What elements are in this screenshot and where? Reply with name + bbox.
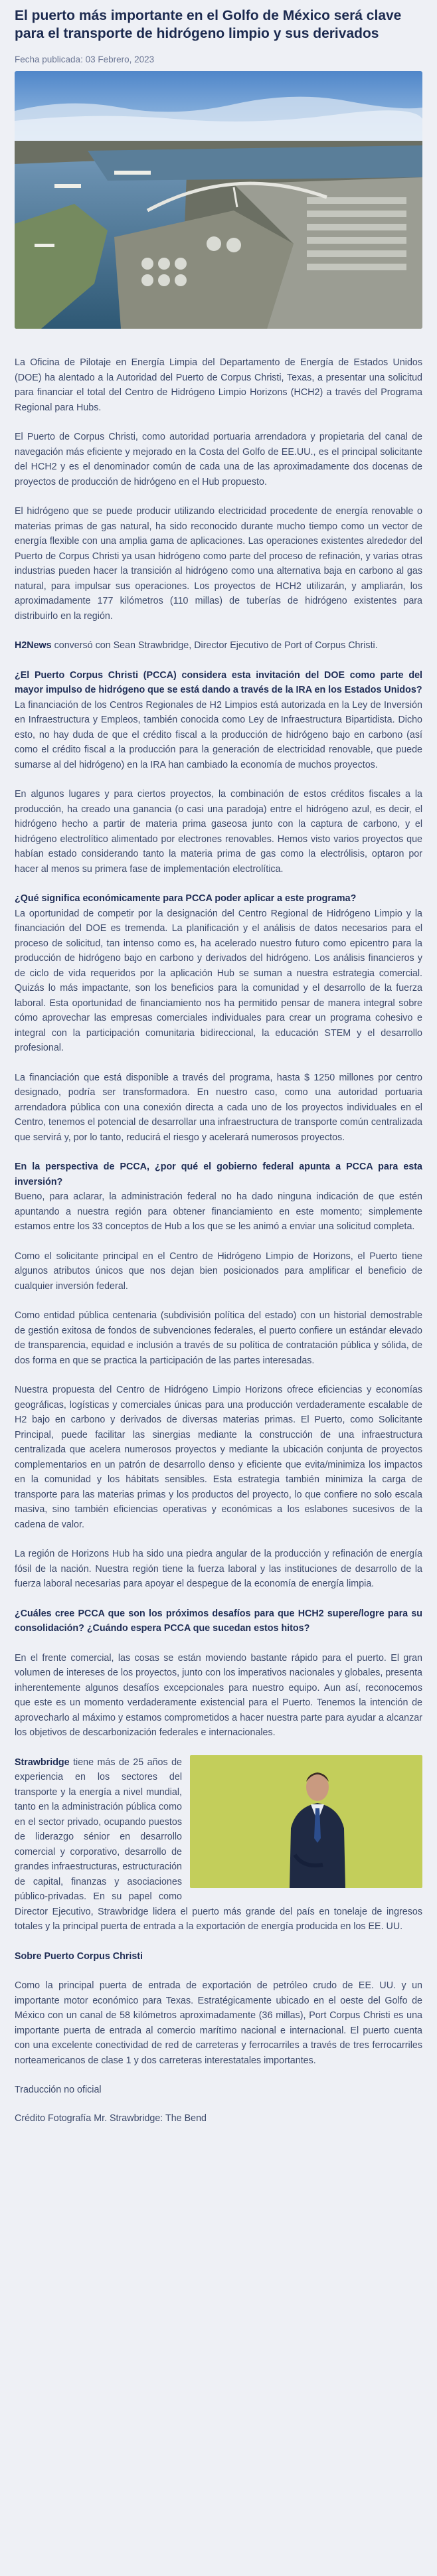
- photo-credit: Crédito Fotografía Mr. Strawbridge: The Bend: [15, 2112, 207, 2124]
- article-title: El puerto más importante en el Golfo de México será clave para el transporte de hidrógeno limpio y sus derivados: [15, 8, 402, 41]
- interview-question: ¿Qué significa económicamente para PCCA poder aplicar a este programa?: [15, 893, 357, 904]
- interview-question: ¿Cuáles cree PCCA que son los próximos desafíos para que HCH2 supere/logre para su consolidación? ¿Cuándo espera PCCA que sucedan estos hitos?: [15, 1608, 422, 1634]
- interview-answer: Como el solicitante principal en el Centro de Hidrógeno Limpio de Horizons, el Puerto tiene algunos atributos únicos que nos dejan bien posicionados para amplificar el beneficio de cualquier inversión federal.: [15, 1250, 422, 1292]
- publication-name: H2News: [15, 640, 52, 651]
- interview-answer: La financiación que está disponible a través del programa, hasta $ 1250 millones por centro designado, podría ser transformadora. En nuestro caso, como una autoridad portuaria arrendadora pública con una conexión directa a cada uno de los proyectos individuales en el Centro, tenemos el potencial de desarrollar una infraestructura de transporte común centralizada que servirá y, por lo tanto, reducirá el riesgo y acelerará numerosos proyectos.: [15, 1072, 422, 1143]
- interview-answer: La financiación de los Centros Regionales de H2 Limpios está autorizada en la Ley de Inversión en Infraestructura y Empleos, también conocida como Ley de Infraestructura Bipartidista. Dicho esto, no hay duda de que el crédito fiscal a la producción de hidrógeno bajo en carbono (así como el crédito fiscal a la producción para la generación de electricidad renovable, que puede sumarse al del hidrógeno) en la IRA han cambiado la economía de muchos proyectos.: [15, 699, 422, 770]
- paragraph: El hidrógeno que se puede producir utilizando electricidad procedente de energía renovable o materias primas de gas natural, ha sido reconocido durante mucho tiempo como un vector de energía flexible con una amplia gama de aplicaciones. Las operaciones existentes alrededor del Puerto de Corpus Christi ya usan hidrógeno como parte del proceso de refinación, y varias otras industrias pueden hacer la transición al hidrógeno como una alternativa baja en carbono al gas natural, para impulsar sus operaciones. Los proyectos de HCH2 utilizarán, y ampliarán, los aproximadamente 177 kilómetros (110 millas) de tuberías de hidrógeno existentes para distribuirlo en la región.: [15, 506, 422, 622]
- bio-name: Strawbridge: [15, 1757, 70, 1768]
- bio-description: tiene más de 25 años de experiencia en los sectores del transporte y la energía a nivel mundial, tanto en la administración pública como en el sector privado, ocupando puestos de liderazgo sénior en desarrollo comercial y corporativo, desarrollo de grandes infraestructuras, estructuración de capital, finanzas y asociaciones público-privadas. En su papel como Director Ejecutivo, Strawbridge lidera el puerto más grande del país en tonelaje de ingresos totales y la principal puerta de entrada a la exportación de energía producida en los EE. UU.: [15, 1757, 422, 1932]
- interview-answer: Como entidad pública centenaria (subdivisión política del estado) con un historial demostrable de gestión exitosa de fondos de subvenciones federales, el puerto confiere un estándar elevado de transparencia, equidad e inclusión a través de su política de contratación pública y sólida, de dos forma en que se practica la participación de las partes interesadas.: [15, 1310, 422, 1366]
- interview-answer: La oportunidad de competir por la designación del Centro Regional de Hidrógeno Limpio y la financiación del DOE es tremenda. La planificación y el análisis de datos necesarios para el proceso de solicitud, tan intenso como es, ha acelerado nuestro futuro como epicentro para la producción de hidrógeno bajo en carbono y derivados del hidrógeno. Los análisis financieros y de ciclo de vida requeridos por la aplicación Hub se suman a nuestra estrategia comercial. Quizás lo más impactante, son los beneficios para la comunidad y el desarrollo de la fuerza laboral. Esta oportunidad de financiamiento nos ha permitido pensar de manera integral sobre cómo aprovechar las empresas comerciales individuales para crear un programa cohesivo e integral con la participación comunitaria bidireccional, la educación STEM y el desarrollo profesional.: [15, 908, 422, 1053]
- interview-answer: Bueno, para aclarar, la administración federal no ha dado ninguna indicación de que estén apuntando a nuestra región para obtener financiamiento en este momento; simplemente estamos entre los 33 conceptos de Hub a los que se les animó a enviar una solicitud completa.: [15, 1191, 422, 1232]
- strawbridge-portrait-photo: [190, 1755, 422, 1888]
- interview-intro-text: conversó con Sean Strawbridge, Director Ejecutivo de Port of Corpus Christi.: [51, 640, 378, 651]
- port-aerial-photo: [15, 71, 422, 329]
- about-paragraph: Como la principal puerta de entrada de exportación de petróleo crudo de EE. UU. y un importante motor económico para Texas. Estratégicamente ubicado en el oeste del Golfo de México con un canal de 58 kilómetros aproximadamente (36 millas), Port Corpus Christi es una importante puerta de entrada al comercio marítimo nacional e internacional. El puerto cuenta con una excelente conectividad de red de carreteras y ferrocarriles a través de tres ferrocarriles norteamericanos de clase 1 y dos carreteras interestatales importantes.: [15, 1980, 422, 2066]
- interview-intro: [15, 638, 422, 653]
- bio-section: [15, 1755, 422, 1934]
- translation-note: Traducción no oficial: [15, 2085, 102, 2095]
- interview-answer: Nuestra propuesta del Centro de Hidrógeno Limpio Horizons ofrece eficiencias y economías geográficas, logísticas y comerciales únicas para una producción verdaderamente escalable de H2 bajo en carbono y derivados de diversas materias primas. El Puerto, como Solicitante Principal, puede facilitar las sinergias mediante la construcción de una infraestructura centralizada que acelera numerosos proyectos y mediante la ubicación conjunta de proyectos complementarios en un patrón de desarrollo denso y eficiente que evita/minimiza los impactos en la comunidad y los hábitats sensibles. Esta estrategia también minimiza la carga de transporte para las materias primas y los productos del proyecto, lo que confiere no solo escala masiva, sino también eficiencias operativas y económicas a los eslabones sucesivos de la cadena de valor.: [15, 1385, 422, 1530]
- publish-date: Fecha publicada: 03 Febrero, 2023: [15, 54, 155, 64]
- interview-question: ¿El Puerto Corpus Christi (PCCA) considera esta invitación del DOE como parte del mayor impulso de hidrógeno que se está dando a través de la IRA en los Estados Unidos?: [15, 669, 422, 695]
- paragraph: La Oficina de Pilotaje en Energía Limpia del Departamento de Energía de Estados Unidos (DOE) ha alentado a la Autoridad del Puerto de Corpus Christi, Texas, a presentar una solicitud para financiar el total del Centro de Hidrógeno Limpio Horizons (HCH2) a través del Programa Regional para Hubs.: [15, 357, 422, 413]
- about-heading: Sobre Puerto Corpus Christi: [15, 1950, 143, 1962]
- interview-question: En la perspectiva de PCCA, ¿por qué el gobierno federal apunta a PCCA para esta inversión?: [15, 1161, 422, 1187]
- interview-answer: La región de Horizons Hub ha sido una piedra angular de la producción y refinación de energía fósil de la nación. Nuestra región tiene la fuerza laboral y las instituciones de desarrollo de la fuerza laboral necesarias para apoyar el despegue de la economía de energía limpia.: [15, 1549, 422, 1589]
- interview-answer: En el frente comercial, las cosas se están moviendo bastante rápido para el puerto. El gran volumen de intereses de los proyectos, junto con los imperativos nacionales y globales, presenta inherentemente algunos desafíos excepcionales para nuestro equipo. Aun así, reconocemos que este es un momento verdaderamente existencial para el Puerto. Tenemos la intención de aprovecharlo al máximo y estamos comprometidos a hacer nuestra parte para ayudar a alcanzar los objetivos de descarbonización federales e internacionales.: [15, 1652, 422, 1738]
- paragraph: El Puerto de Corpus Christi, como autoridad portuaria arrendadora y propietaria del canal de navegación más eficiente y mejorado en la Costa del Golfo de EE.UU., es el principal solicitante del HCH2 y es el denominador común de cada una de las aproximadamente dos docenas de proyectos de producción de hidrógeno en el Hub propuesto.: [15, 432, 422, 487]
- interview-answer: En algunos lugares y para ciertos proyectos, la combinación de estos créditos fiscales a la producción, ha creado una ganancia (o casi una paradoja) entre el hidrógeno azul, es decir, el hidrógeno hecho a partir de materia prima gaseosa junto con la captura de carbono, y el hidrógeno electrolítico alimentado por electrones renovables. Hemos visto varios proyectos que habían estado considerando tanto la materia prima de gas como la electrólisis, optaron por hacer al menos su primera fase de implementación electrolítica.: [15, 789, 422, 875]
